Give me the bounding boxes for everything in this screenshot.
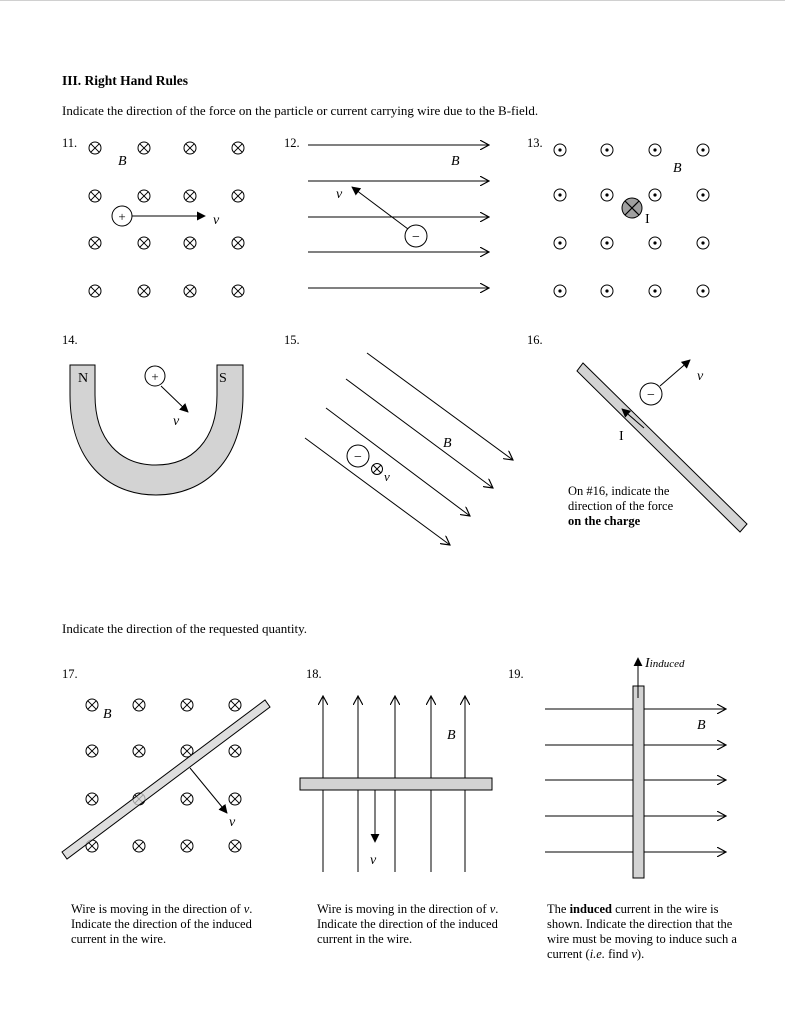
field-into-page-icon — [89, 285, 101, 297]
field-into-page-icon — [184, 142, 196, 154]
field-out-of-page-grid-13 — [554, 144, 709, 297]
problem-number-11: 11. — [62, 136, 78, 150]
problem-16-note: On #16, indicate the direction of the force on the charge — [568, 484, 674, 528]
problem-number-16: 16. — [527, 333, 543, 347]
field-out-of-page-icon — [601, 189, 613, 201]
field-into-page-icon — [181, 840, 193, 852]
velocity-label-11: v — [213, 213, 220, 228]
field-out-of-page-icon — [554, 285, 566, 297]
current-label-16: I — [619, 429, 624, 444]
problem-number-18: 18. — [306, 667, 322, 681]
field-out-of-page-icon — [649, 237, 661, 249]
problem-number-13: 13. — [527, 136, 543, 150]
instruction-requested: Indicate the direction of the requested quantity. — [62, 621, 307, 636]
field-out-of-page-icon — [649, 144, 661, 156]
field-label-15: B — [443, 436, 452, 451]
field-into-page-icon — [138, 237, 150, 249]
field-into-page-icon — [184, 237, 196, 249]
field-out-of-page-icon — [697, 237, 709, 249]
problem-19-figure — [545, 656, 726, 878]
field-out-of-page-icon — [649, 285, 661, 297]
field-out-of-page-icon — [649, 189, 661, 201]
problem-17-figure — [62, 699, 270, 859]
velocity-label-14: v — [173, 414, 180, 429]
velocity-label-16: v — [697, 369, 704, 384]
problem-number-15: 15. — [284, 333, 300, 347]
charge-sign-11: + — [118, 209, 126, 224]
problem-number-12: 12. — [284, 136, 300, 150]
field-label-12: B — [451, 154, 460, 169]
field-into-page-icon — [232, 190, 244, 202]
instruction-force: Indicate the direction of the force on the particle or current carrying wire due to the B-field. — [62, 103, 539, 118]
induced-current-label-19: Iinduced — [645, 656, 685, 671]
problem-18-caption: Wire is moving in the direction of v. Indicate the direction of the induced current in the wire. — [317, 902, 499, 946]
field-into-page-icon — [89, 142, 101, 154]
velocity-arrow-17 — [190, 768, 227, 813]
field-into-page-icon — [232, 142, 244, 154]
field-out-of-page-icon — [601, 285, 613, 297]
field-label-17: B — [103, 707, 112, 722]
field-line-15 — [305, 438, 450, 545]
field-into-page-icon — [184, 190, 196, 202]
field-into-page-icon — [229, 840, 241, 852]
velocity-arrow-12 — [352, 187, 408, 229]
field-label-19: B — [697, 718, 706, 733]
field-line-15 — [367, 353, 513, 460]
moving-wire-18 — [300, 778, 492, 790]
field-into-page-icon — [133, 699, 145, 711]
field-into-page-icon — [229, 793, 241, 805]
field-label-13: B — [673, 161, 682, 176]
field-into-page-icon — [86, 745, 98, 757]
section-title: III. Right Hand Rules — [62, 73, 189, 88]
magnet-south-label: S — [219, 371, 227, 386]
magnet-north-label: N — [78, 371, 89, 386]
field-out-of-page-icon — [554, 237, 566, 249]
field-label-11: B — [118, 154, 127, 169]
field-into-page-icon — [184, 285, 196, 297]
problem-14-figure — [70, 365, 243, 495]
charge-sign-12: − — [412, 230, 420, 245]
field-line-15 — [326, 408, 470, 516]
field-into-page-icon — [229, 699, 241, 711]
problem-13-figure — [554, 144, 709, 297]
field-out-of-page-icon — [601, 144, 613, 156]
field-out-of-page-icon — [697, 189, 709, 201]
charge-sign-14: + — [151, 369, 159, 384]
current-wire-16 — [577, 363, 747, 532]
problem-number-14: 14. — [62, 333, 78, 347]
velocity-arrow-14 — [161, 386, 188, 412]
field-out-of-page-icon — [554, 144, 566, 156]
field-into-page-icon — [138, 285, 150, 297]
field-into-page-icon — [232, 237, 244, 249]
problem-15-figure — [305, 353, 513, 545]
field-out-of-page-icon — [697, 144, 709, 156]
field-into-page-icon — [138, 190, 150, 202]
problem-17-caption: Wire is moving in the direction of v. Indicate the direction of the induced current in the wire. — [71, 902, 253, 946]
field-into-page-icon — [133, 840, 145, 852]
velocity-label-18: v — [370, 853, 377, 868]
field-into-page-icon — [138, 142, 150, 154]
moving-wire-17 — [62, 700, 270, 859]
field-line-15 — [346, 379, 493, 488]
velocity-label-15: v — [384, 469, 390, 484]
problem-19-caption: The induced current in the wire is shown. Indicate the direction that the wire must be moving to induce such a current (i.e. find v). — [547, 902, 737, 961]
field-into-page-icon — [181, 793, 193, 805]
field-into-page-icon — [86, 793, 98, 805]
velocity-arrow-16 — [660, 360, 690, 386]
field-into-page-icon — [89, 237, 101, 249]
wire-19 — [633, 686, 644, 878]
field-out-of-page-icon — [601, 237, 613, 249]
charge-sign-16: − — [647, 388, 655, 403]
problem-16-figure — [577, 360, 747, 532]
field-into-page-icon — [232, 285, 244, 297]
velocity-label-17: v — [229, 815, 236, 830]
current-label-13: I — [645, 212, 650, 227]
field-into-page-icon — [89, 190, 101, 202]
problem-number-17: 17. — [62, 667, 78, 681]
field-label-18: B — [447, 728, 456, 743]
field-into-page-icon — [86, 699, 98, 711]
velocity-label-12: v — [336, 187, 343, 202]
problem-11-figure — [89, 142, 244, 297]
problem-18-figure — [300, 696, 492, 872]
field-into-page-icon — [133, 745, 145, 757]
field-into-page-icon — [229, 745, 241, 757]
charge-sign-15: − — [354, 450, 362, 465]
field-into-page-icon — [181, 699, 193, 711]
problem-12-figure — [308, 145, 489, 288]
field-out-of-page-icon — [554, 189, 566, 201]
problem-number-19: 19. — [508, 667, 524, 681]
field-out-of-page-icon — [697, 285, 709, 297]
